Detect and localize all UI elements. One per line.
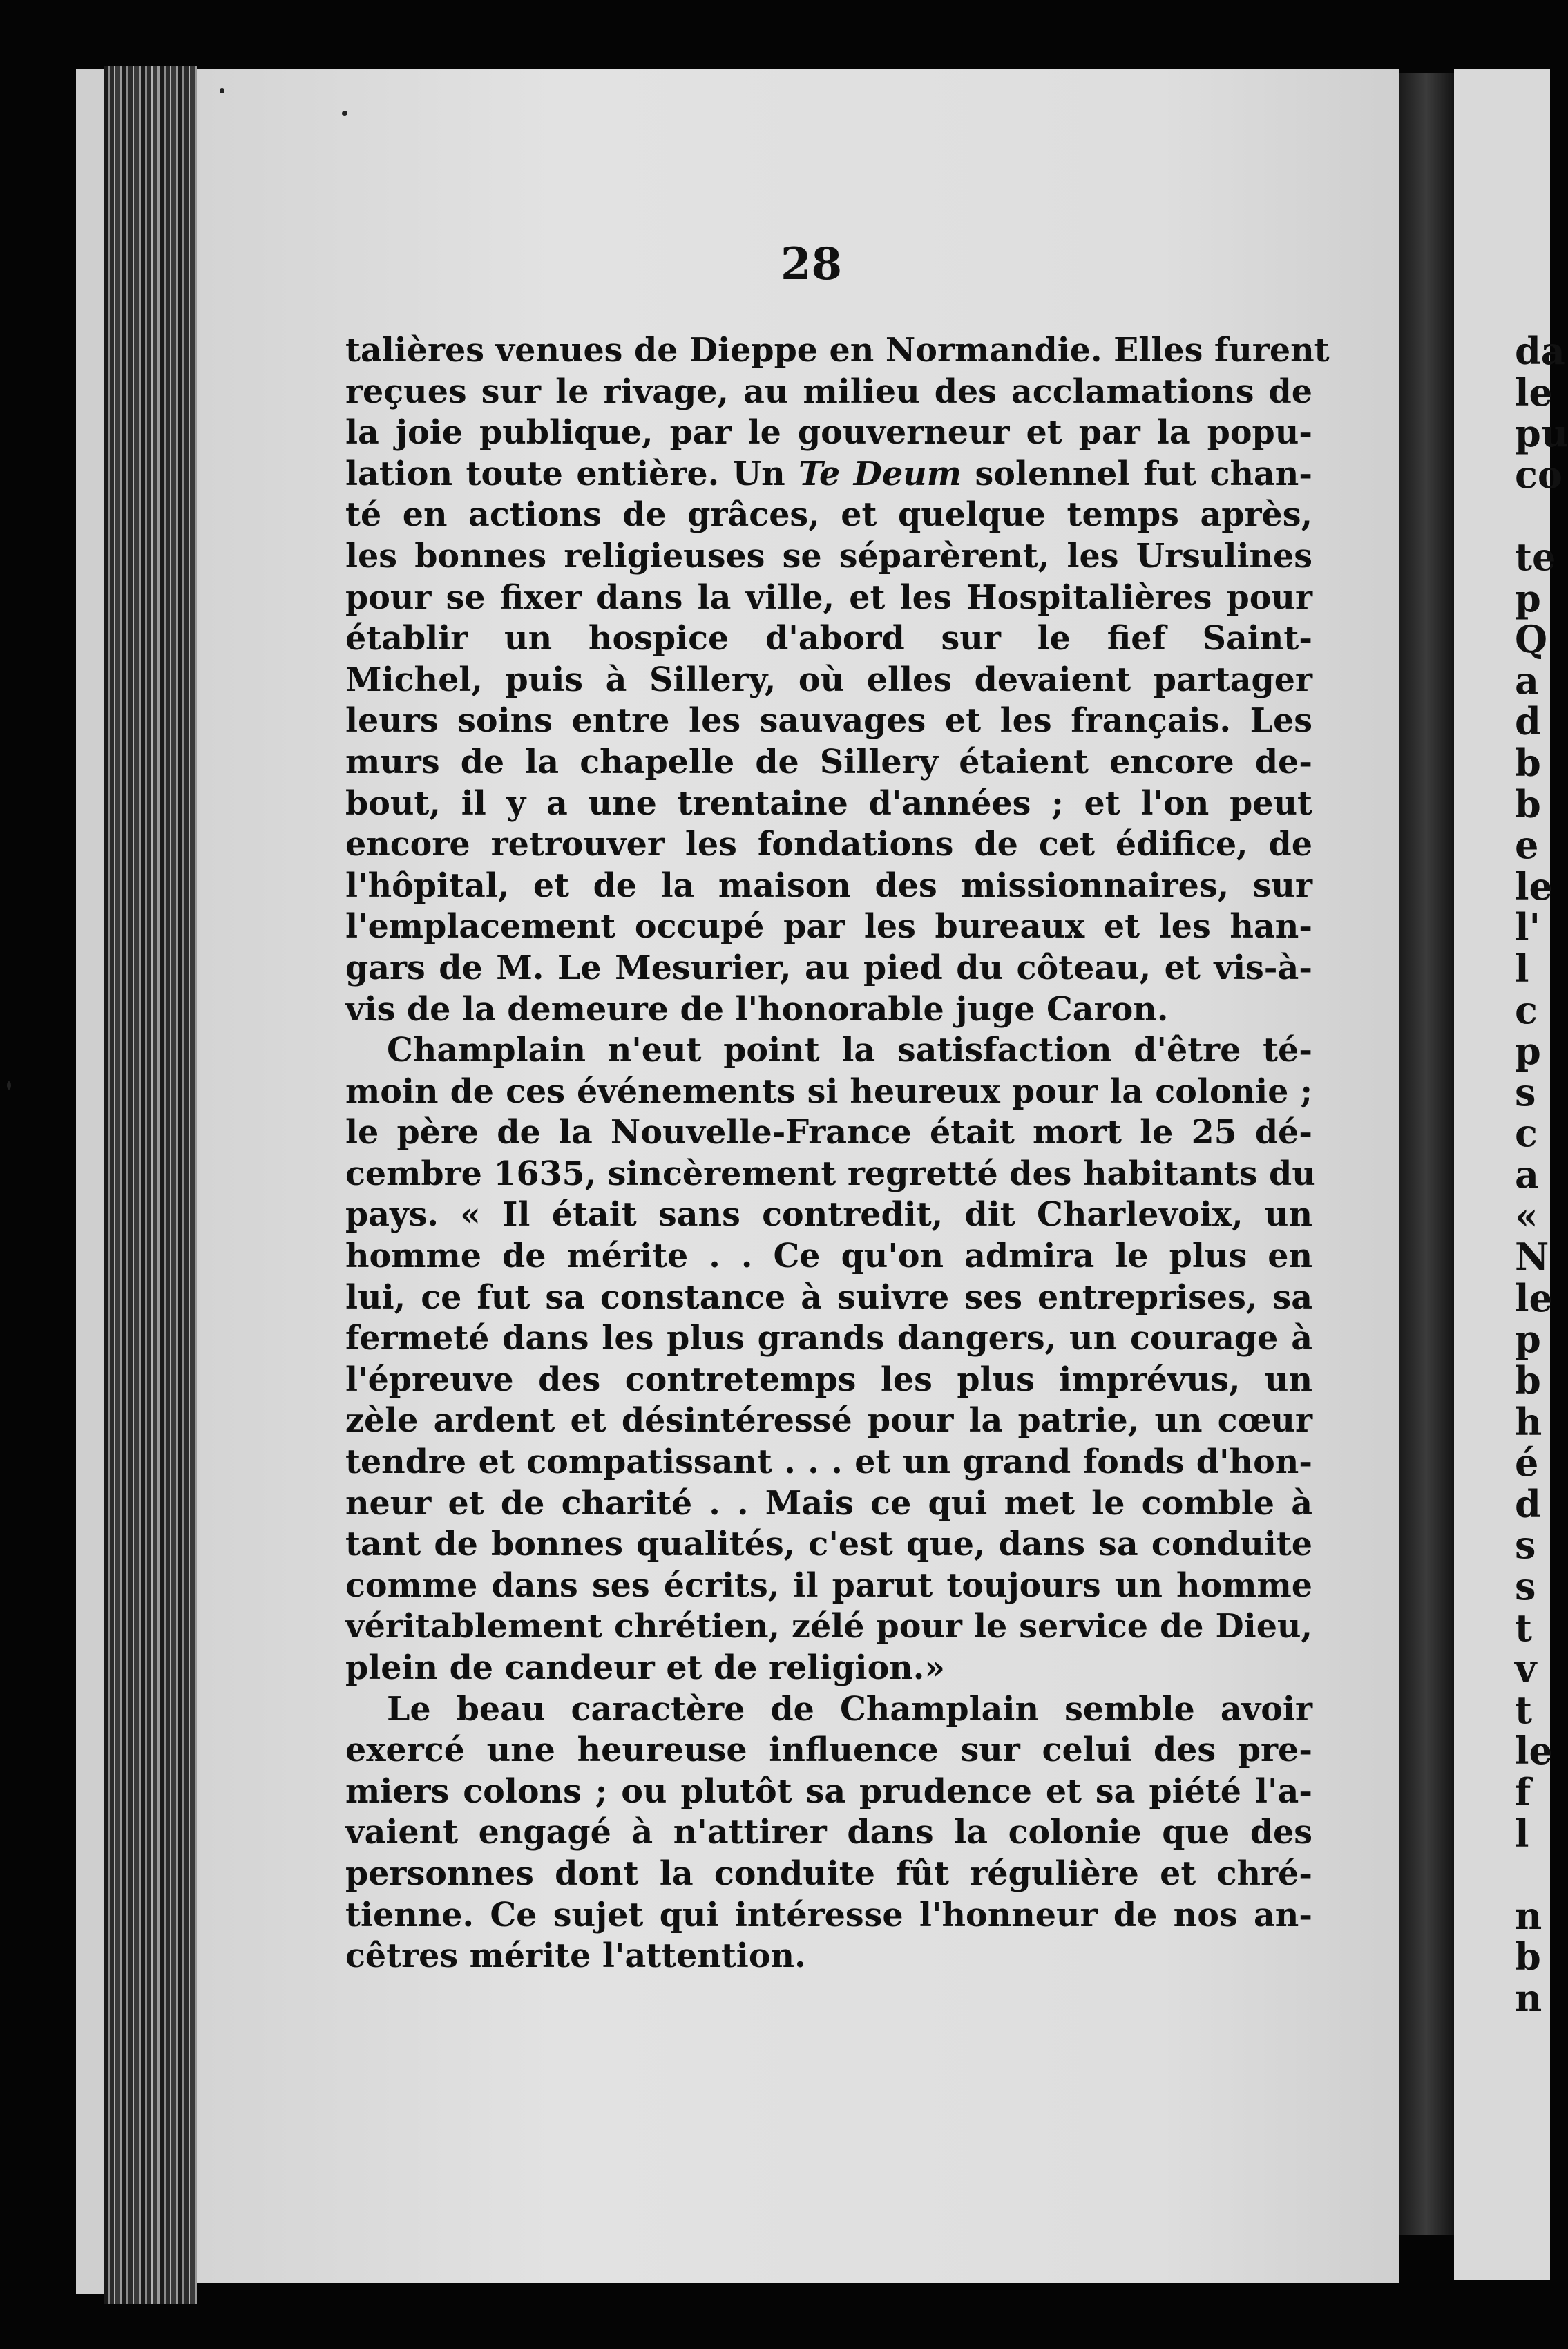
facing-page-fragment: p <box>1515 576 1541 620</box>
text-line: Michel, puis à Sillery, où elles devaient partager <box>345 660 1312 699</box>
text-line: les bonnes religieuses se séparèrent, les Ursulines <box>345 536 1312 576</box>
italic-phrase: Te Deum <box>799 454 962 493</box>
page-number: 28 <box>781 238 843 290</box>
facing-page-fragment: le <box>1515 1729 1553 1773</box>
facing-page-fragment: n <box>1515 1893 1542 1938</box>
facing-page-fragment: le <box>1515 864 1553 909</box>
facing-page-fragment: h <box>1515 1399 1542 1444</box>
facing-page-fragment: le <box>1515 370 1553 415</box>
facing-page-fragment: d <box>1515 699 1541 744</box>
facing-page-fragment: v <box>1515 1646 1537 1691</box>
facing-page-fragment: p <box>1515 1317 1541 1362</box>
facing-page-fragment: s <box>1515 1523 1536 1568</box>
facing-page-edge <box>1454 69 1568 2280</box>
text-line: pour se fixer dans la ville, et les Hospitalières pour <box>345 578 1312 617</box>
speck <box>342 111 347 116</box>
text-line: reçues sur le rivage, au milieu des acclamations de <box>345 372 1312 411</box>
facing-page-fragment: a <box>1515 658 1539 703</box>
facing-page-fragment: p <box>1515 1029 1541 1074</box>
text-line: comme dans ses écrits, il parut toujours un homme <box>345 1566 1312 1605</box>
facing-page-fragment: é <box>1515 1440 1539 1485</box>
text-line: bout, il y a une trentaine d'années ; et l'on peut <box>345 783 1312 823</box>
text-line: moin de ces événements si heureux pour la colonie ; <box>345 1072 1312 1111</box>
text-line: cembre 1635, sincèrement regretté des habitants du <box>345 1154 1316 1193</box>
facing-page-fragment: Q <box>1515 617 1548 662</box>
facing-page-fragment: c <box>1515 987 1538 1032</box>
facing-page-fragment: pu <box>1515 411 1568 456</box>
speck <box>7 1081 11 1090</box>
page-gutter <box>1399 73 1454 2235</box>
facing-page-fragment: n <box>1515 1976 1542 2020</box>
facing-page-fragment: l <box>1515 947 1529 991</box>
facing-page-fragment: b <box>1515 741 1541 785</box>
text-line: cêtres mérite l'attention. <box>345 1937 806 1976</box>
facing-page-fragment: t <box>1515 1605 1532 1650</box>
text-line: établir un hospice d'abord sur le fief Saint- <box>345 619 1312 658</box>
text-line: lui, ce fut sa constance à suivre ses entreprises, sa <box>345 1277 1312 1317</box>
text-line: talières venues de Dieppe en Normandie. Elles furent <box>345 331 1330 370</box>
facing-page-fragment: co <box>1515 452 1562 497</box>
text-line: pays. « Il était sans contredit, dit Charlevoix, un <box>345 1195 1312 1235</box>
text-line: tendre et compatissant . . . et un grand fonds d'hon- <box>345 1443 1312 1482</box>
text-line: le père de la Nouvelle-France était mort le 25 dé- <box>345 1113 1312 1152</box>
text-line: miers colons ; ou plutôt sa prudence et sa piété l'a- <box>345 1771 1312 1811</box>
text-line: l'épreuve des contretemps les plus imprévus, un <box>345 1360 1312 1399</box>
speck <box>220 88 224 93</box>
text-line: tant de bonnes qualités, c'est que, dans sa conduite <box>345 1525 1312 1564</box>
text-line: exercé une heureuse influence sur celui des pre- <box>345 1731 1312 1770</box>
text-line: personnes dont la conduite fût régulière et chré- <box>345 1854 1312 1893</box>
text-line: tienne. Ce sujet qui intéresse l'honneur de nos an- <box>345 1895 1312 1934</box>
text-line: zèle ardent et désintéressé pour la patrie, un cœur <box>345 1401 1312 1440</box>
facing-page-fragment: « <box>1515 1193 1538 1238</box>
facing-page-fragment: a <box>1515 1152 1539 1197</box>
facing-page-fragment: N <box>1515 1235 1549 1280</box>
text-line: véritablement chrétien, zélé pour le service de Dieu, <box>345 1607 1312 1646</box>
facing-page-fragment: f <box>1515 1770 1531 1814</box>
book-spine <box>104 66 197 2304</box>
facing-page-fragment: d <box>1515 1481 1541 1526</box>
facing-page-fragment: t <box>1515 1687 1532 1732</box>
text-line: Champlain n'eut point la satisfaction d'être té- <box>387 1031 1312 1070</box>
text-line: la joie publique, par le gouverneur et par la popu- <box>345 413 1312 453</box>
facing-page-fragment: b <box>1515 1934 1541 1979</box>
text-line: vis de la demeure de l'honorable juge Caron. <box>345 989 1169 1029</box>
text-line: vaient engagé à n'attirer dans la colonie que des <box>345 1813 1312 1852</box>
facing-page-fragment: b <box>1515 1358 1541 1402</box>
text-line: l'emplacement occupé par les bureaux et les han- <box>345 907 1312 947</box>
facing-page-fragment: l' <box>1515 905 1541 950</box>
text-line: gars de M. Le Mesurier, au pied du côteau, et vis-à- <box>345 948 1312 987</box>
text-line: l'hôpital, et de la maison des missionnaires, sur <box>345 866 1312 905</box>
page-body-text <box>345 330 1330 1977</box>
facing-page-fragment: e <box>1515 823 1539 868</box>
facing-page-fragment: l <box>1515 1811 1529 1856</box>
text-line: homme de mérite . . Ce qu'on admira le plus en <box>345 1237 1312 1276</box>
text-line: Le beau caractère de Champlain semble avoir <box>387 1689 1312 1729</box>
text-line: fermeté dans les plus grands dangers, un courage à <box>345 1319 1312 1358</box>
facing-page-fragment: s <box>1515 1069 1536 1114</box>
facing-page-fragment: le <box>1515 1275 1553 1320</box>
text-line: neur et de charité . . Mais ce qui met le comble à <box>345 1483 1312 1523</box>
facing-page-fragment: b <box>1515 781 1541 826</box>
facing-page-fragment: te <box>1515 535 1556 579</box>
text-line: murs de la chapelle de Sillery étaient encore de- <box>345 742 1312 781</box>
text-line: té en actions de grâces, et quelque temps après, <box>345 495 1312 535</box>
facing-page-fragment: c <box>1515 1111 1538 1156</box>
text-line: encore retrouver les fondations de cet édifice, de <box>345 825 1312 864</box>
text-line: leurs soins entre les sauvages et les français. Les <box>345 701 1312 741</box>
text-line: lation toute entière. Un Te Deum solennel fut chan- <box>345 454 1313 493</box>
facing-page-fragment: s <box>1515 1564 1536 1608</box>
text-line: plein de candeur et de religion.» <box>345 1648 946 1687</box>
facing-page-fragment: da <box>1515 329 1565 373</box>
